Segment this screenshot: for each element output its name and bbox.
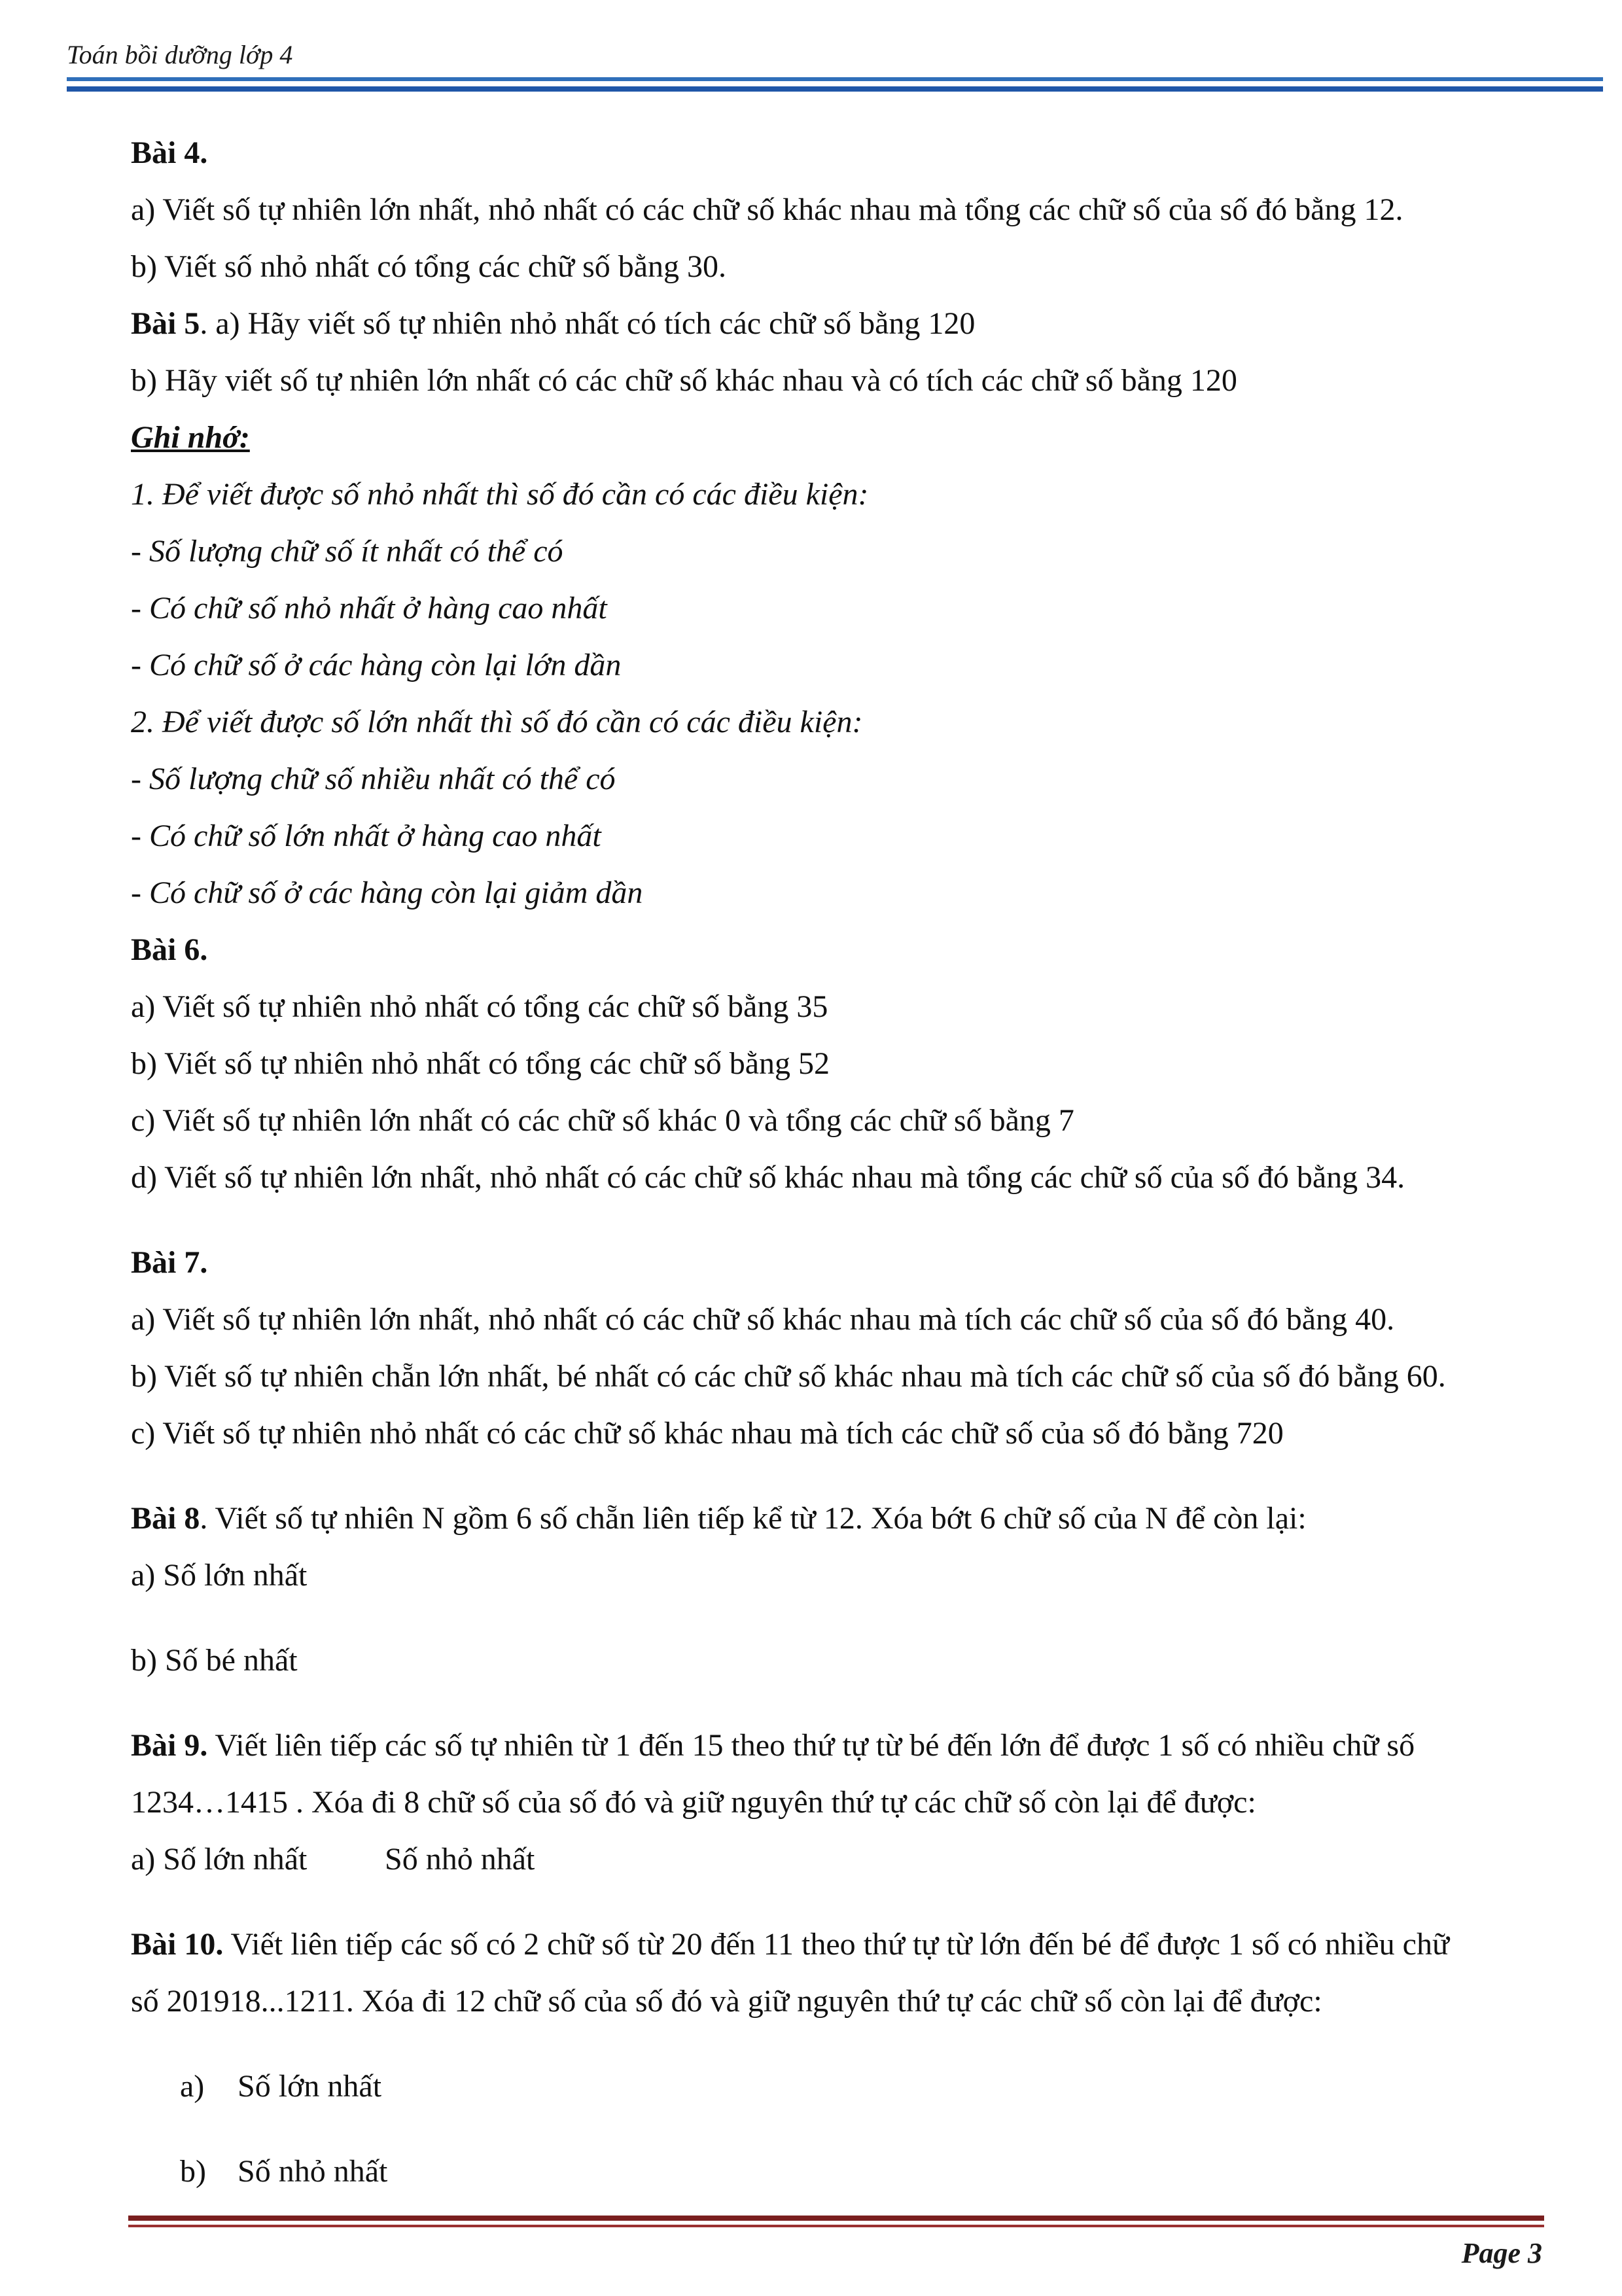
ghi-nho-line: - Có chữ số ở các hàng còn lại giảm dần [131, 875, 643, 910]
bai6-item: c) Viết số tự nhiên lớn nhất có các chữ số khác 0 và tổng các chữ số bằng 7 [131, 1103, 1074, 1138]
bai8-text: . Viết số tự nhiên N gồm 6 số chẵn liên tiếp kể từ 12. Xóa bớt 6 chữ số của N để còn lại: [200, 1501, 1307, 1536]
bai6-title: Bài 6. [131, 932, 208, 967]
bai9-text: Viết liên tiếp các số tự nhiên từ 1 đến 15 theo thứ tự từ bé đến lớn để được 1 số có nhiều chữ số [207, 1728, 1415, 1763]
bai4-title: Bài 4. [131, 135, 208, 170]
bai10-text: Viết liên tiếp các số có 2 chữ số từ 20 đến 11 theo thứ tự từ lớn đến bé để được 1 số có nhiều chữ [223, 1927, 1449, 1962]
bai9-title: Bài 9. [131, 1728, 208, 1763]
bai9-b: Số nhỏ nhất [385, 1842, 535, 1877]
bai7-item: c) Viết số tự nhiên nhỏ nhất có các chữ số khác nhau mà tích các chữ số của số đó bằng 720 [131, 1416, 1284, 1451]
bai10-line [131, 1916, 1544, 1973]
bai8-b: b) Số bé nhất [131, 1643, 298, 1678]
ghi-nho-line: 1. Để viết được số nhỏ nhất thì số đó cần có các điều kiện: [131, 477, 869, 512]
ghi-nho-title: Ghi nhớ: [131, 420, 250, 455]
bai9-text2: 1234…1415 . Xóa đi 8 chữ số của số đó và giữ nguyên thứ tự các chữ số còn lại để được: [131, 1785, 1256, 1820]
bai9-line [131, 1717, 1544, 1774]
header-rule-bottom [67, 86, 1603, 92]
bai8-line [131, 1490, 1544, 1547]
list-text: Số lớn nhất [238, 2069, 382, 2104]
bai10-title: Bài 10. [131, 1927, 224, 1962]
bai5-line-a [131, 295, 1544, 352]
header-rule-top [67, 77, 1603, 81]
bai7-item: a) Viết số tự nhiên lớn nhất, nhỏ nhất có các chữ số khác nhau mà tích các chữ số của số đó bằng 40. [131, 1302, 1395, 1337]
bai6-item: b) Viết số tự nhiên nhỏ nhất có tổng các chữ số bằng 52 [131, 1046, 830, 1081]
ghi-nho-line: 2. Để viết được số lớn nhất thì số đó cần có các điều kiện: [131, 705, 863, 739]
bai9-options [131, 1831, 1544, 1888]
ghi-nho-line: - Số lượng chữ số nhiều nhất có thể có [131, 762, 616, 796]
bai6-item: a) Viết số tự nhiên nhỏ nhất có tổng các chữ số bằng 35 [131, 989, 828, 1024]
bai8-title: Bài 8 [131, 1501, 200, 1536]
bai7-title: Bài 7. [131, 1245, 208, 1280]
bai10-text2: số 201918...1211. Xóa đi 12 chữ số của số đó và giữ nguyên thứ tự các chữ số còn lại để được: [131, 1984, 1322, 2019]
bai4-a: a) Viết số tự nhiên lớn nhất, nhỏ nhất có các chữ số khác nhau mà tổng các chữ số của số đó bằng 12. [131, 192, 1403, 227]
bai5-a: . a) Hãy viết số tự nhiên nhỏ nhất có tích các chữ số bằng 120 [200, 306, 976, 341]
bai9-a: a) Số lớn nhất [131, 1842, 308, 1877]
document-body [131, 124, 1544, 2200]
list-text: Số nhỏ nhất [238, 2154, 388, 2189]
bai4-b: b) Viết số nhỏ nhất có tổng các chữ số bằng 30. [131, 249, 727, 284]
bai10-item-b [131, 2143, 1544, 2200]
bai7-item: b) Viết số tự nhiên chẵn lớn nhất, bé nhất có các chữ số khác nhau mà tích các chữ số của số đó bằng 60. [131, 1359, 1446, 1394]
bai6-item: d) Viết số tự nhiên lớn nhất, nhỏ nhất có các chữ số khác nhau mà tổng các chữ số của số đó bằng 34. [131, 1160, 1405, 1195]
footer-rule-bottom [128, 2225, 1544, 2227]
ghi-nho-line: - Có chữ số nhỏ nhất ở hàng cao nhất [131, 591, 607, 626]
ghi-nho-line: - Có chữ số ở các hàng còn lại lớn dần [131, 648, 622, 682]
ghi-nho-line: - Có chữ số lớn nhất ở hàng cao nhất [131, 819, 601, 853]
bai5-title: Bài 5 [131, 306, 200, 341]
list-label: a) [180, 2069, 205, 2104]
list-label: b) [180, 2154, 206, 2189]
bai10-item-a [131, 2058, 1544, 2115]
footer-rule-top [128, 2216, 1544, 2221]
ghi-nho-line: - Số lượng chữ số ít nhất có thể có [131, 534, 563, 569]
bai8-a: a) Số lớn nhất [131, 1558, 308, 1593]
header-title: Toán bồi dưỡng lớp 4 [67, 40, 293, 69]
bai5-b: b) Hãy viết số tự nhiên lớn nhất có các chữ số khác nhau và có tích các chữ số bằng 120 [131, 363, 1237, 398]
page-number: Page 3 [1461, 2237, 1542, 2269]
